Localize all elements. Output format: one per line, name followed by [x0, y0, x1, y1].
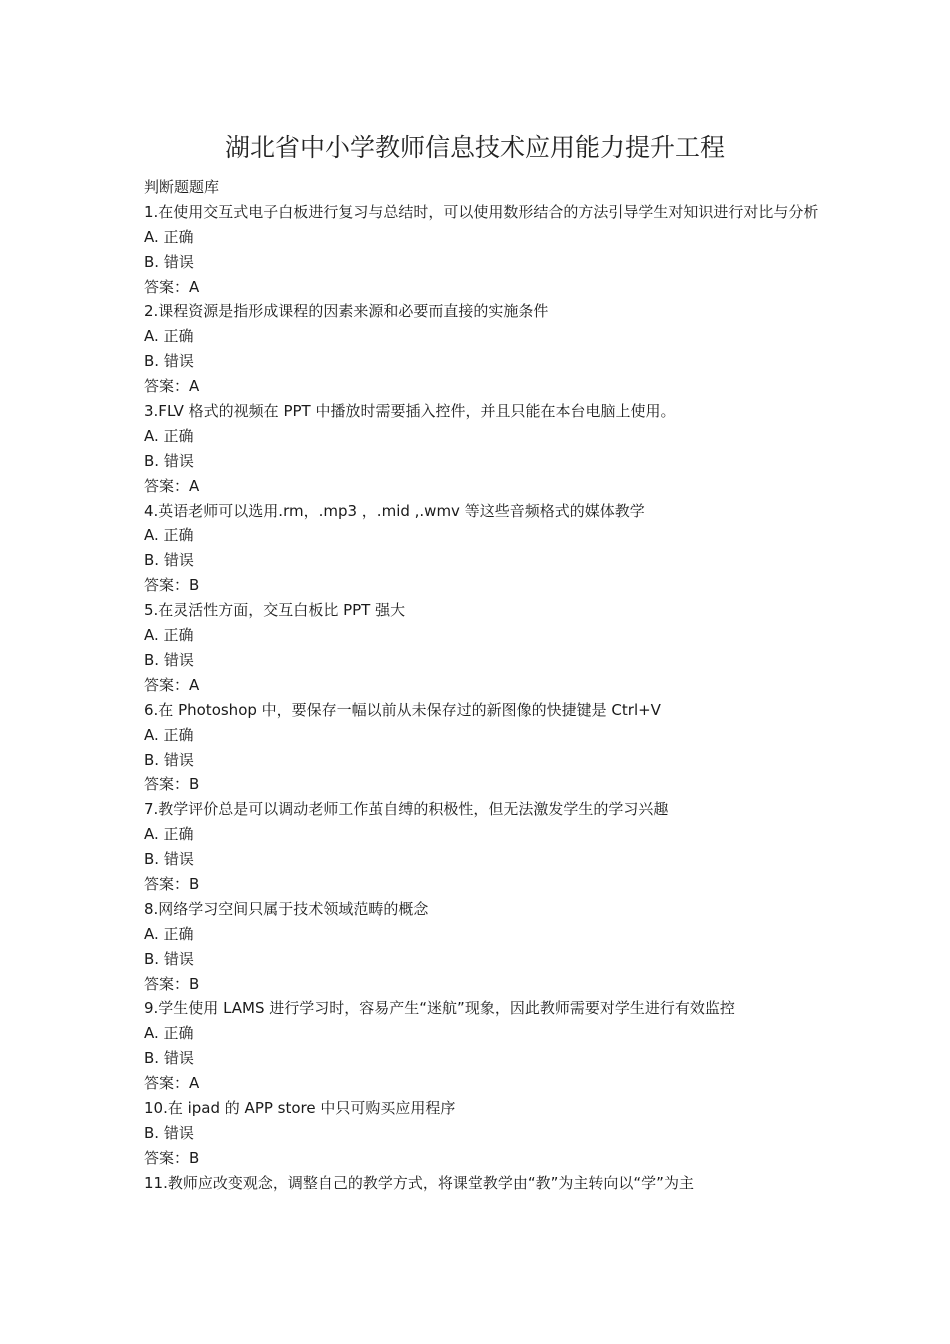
question-8 — [144, 897, 824, 997]
question-1 — [144, 200, 824, 300]
option-a: A. 正确 — [144, 626, 194, 645]
question-stem: 5.在灵活性方面，交互白板比 PPT 强大 — [144, 601, 406, 620]
option-a: A. 正确 — [144, 825, 194, 844]
answer: 答案：B — [144, 874, 200, 893]
question-10 — [144, 1096, 824, 1171]
answer: 答案：A — [144, 377, 200, 396]
document-title: 湖北省中小学教师信息技术应用能力提升工程 — [224, 133, 725, 162]
option-b: B. 错误 — [144, 949, 194, 968]
option-a: A. 正确 — [144, 327, 194, 346]
question-3 — [144, 399, 824, 499]
option-a: A. 正确 — [144, 227, 194, 246]
answer: 答案：A — [144, 1074, 200, 1093]
answer: 答案：B — [144, 775, 200, 794]
answer: 答案：A — [144, 675, 200, 694]
question-6 — [144, 698, 824, 798]
option-b: B. 错误 — [144, 750, 194, 769]
option-b: B. 错误 — [144, 551, 194, 570]
question-stem: 9.学生使用 LAMS 进行学习时，容易产生“迷航”现象，因此教师需要对学生进行有效监控 — [144, 999, 735, 1018]
question-stem: 1.在使用交互式电子白板进行复习与总结时，可以使用数形结合的方法引导学生对知识进行对比与分析 — [144, 202, 819, 221]
answer: 答案：B — [144, 576, 200, 595]
answer: 答案：B — [144, 974, 200, 993]
question-4 — [144, 499, 824, 599]
option-a: A. 正确 — [144, 426, 194, 445]
question-9 — [144, 996, 824, 1096]
question-stem: 2.课程资源是指形成课程的因素来源和必要而直接的实施条件 — [144, 302, 549, 321]
option-b: B. 错误 — [144, 1123, 194, 1142]
question-stem: 4.英语老师可以选用.rm，.mp3 ，.mid ,.wmv 等这些音频格式的媒体教学 — [144, 501, 645, 520]
question-11 — [144, 1171, 824, 1196]
option-b: B. 错误 — [144, 252, 194, 271]
question-5 — [144, 598, 824, 698]
option-a: A. 正确 — [144, 1024, 194, 1043]
section-label: 判断题题库 — [144, 178, 220, 196]
question-list — [144, 175, 824, 1196]
question-7 — [144, 797, 824, 897]
option-b: B. 错误 — [144, 451, 194, 470]
option-a: A. 正确 — [144, 924, 194, 943]
question-2 — [144, 299, 824, 399]
question-stem: 11.教师应改变观念，调整自己的教学方式，将课堂教学由“教”为主转向以“学”为主 — [144, 1173, 694, 1192]
option-a: A. 正确 — [144, 725, 194, 744]
question-stem: 7.教学评价总是可以调动老师工作茧自缚的积极性，但无法激发学生的学习兴趣 — [144, 800, 669, 819]
answer: 答案：A — [144, 277, 200, 296]
question-stem: 6.在 Photoshop 中，要保存一幅以前从未保存过的新图像的快捷键是 Ctrl+V — [144, 700, 661, 719]
option-b: B. 错误 — [144, 650, 194, 669]
answer: 答案：A — [144, 476, 200, 495]
question-stem: 10.在 ipad 的 APP store 中只可购买应用程序 — [144, 1098, 456, 1117]
answer: 答案：B — [144, 1148, 200, 1167]
question-stem: 8.网络学习空间只属于技术领域范畴的概念 — [144, 899, 429, 918]
option-a: A. 正确 — [144, 526, 194, 545]
option-b: B. 错误 — [144, 1049, 194, 1068]
option-b: B. 错误 — [144, 850, 194, 869]
question-stem: 3.FLV 格式的视频在 PPT 中播放时需要插入控件，并且只能在本台电脑上使用。 — [144, 402, 676, 421]
option-b: B. 错误 — [144, 352, 194, 371]
